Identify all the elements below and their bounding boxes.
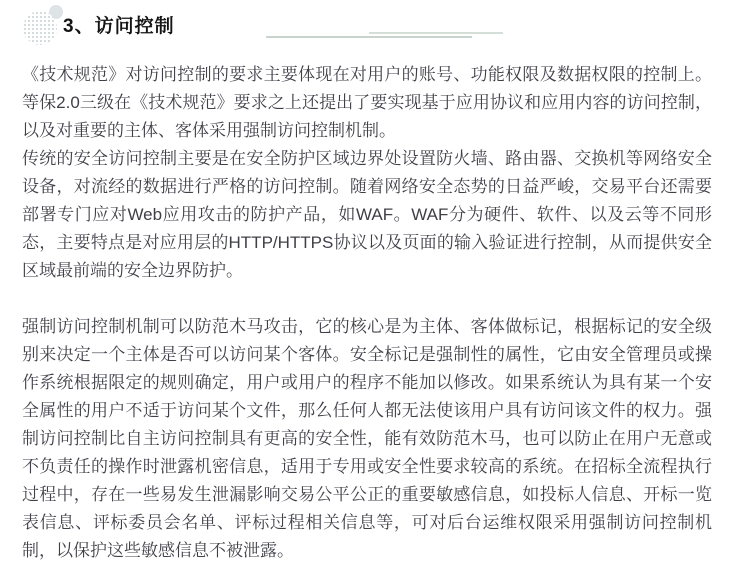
- paragraph-mandatory-access-control: 强制访问控制机制可以防范木马攻击，它的核心是为主体、客体做标记，根据标记的安全级别来决定一个主体是否可以访问某个客体。安全标记是强制性的属性，它由安全管理员或操作系统根据限定的规则确定，用户或用户的程序不能加以修改。如果系统认为具有某一个安全属性的用户不适于访问某个文件，那么任何人都无法使该用户具有访问该文件的权力。强制访问控制比自主访问控制具有更高的安全性，能有效防范木马，也可以防止在用户无意或不负责任的操作时泄露机密信息，适用于专用或安全性要求较高的系统。在招标全流程执行过程中，存在一些易发生泄漏影响交易公平公正的重要敏感信息，如投标人信息、开标一览表信息、评标委员会名单、评标过程相关信息等，可对后台运维权限采用强制访问控制机制，以保护这些敏感信息不被泄露。: [22, 317, 712, 560]
- article-body: [22, 61, 712, 564]
- decorative-rule-upper: [369, 32, 503, 34]
- decorative-rule-lower: [266, 36, 472, 38]
- paragraph-traditional-access-control: 传统的安全访问控制主要是在安全防护区域边界处设置防火墙、路由器、交换机等网络安全设备，对流经的数据进行严格的访问控制。随着网络安全态势的日益严峻，交易平台还需要部署专门应对Web应用攻击的防护产品，如WAF。WAF分为硬件、软件、以及云等不同形态，主要特点是对应用层的HTTP/HTTPS协议以及页面的输入验证进行控制，从而提供安全区域最前端的安全边界防护。: [22, 149, 712, 280]
- halftone-circle-icon: [23, 11, 57, 45]
- section-heading: 3、访问控制: [63, 16, 175, 37]
- paragraph-tech-spec-requirements: 《技术规范》对访问控制的要求主要体现在对用户的账号、功能权限及数据权限的控制上。等保2.0三级在《技术规范》要求之上还提出了要实现基于应用协议和应用内容的访问控制，以及对重要的主体、客体采用强制访问控制机制。: [22, 65, 712, 140]
